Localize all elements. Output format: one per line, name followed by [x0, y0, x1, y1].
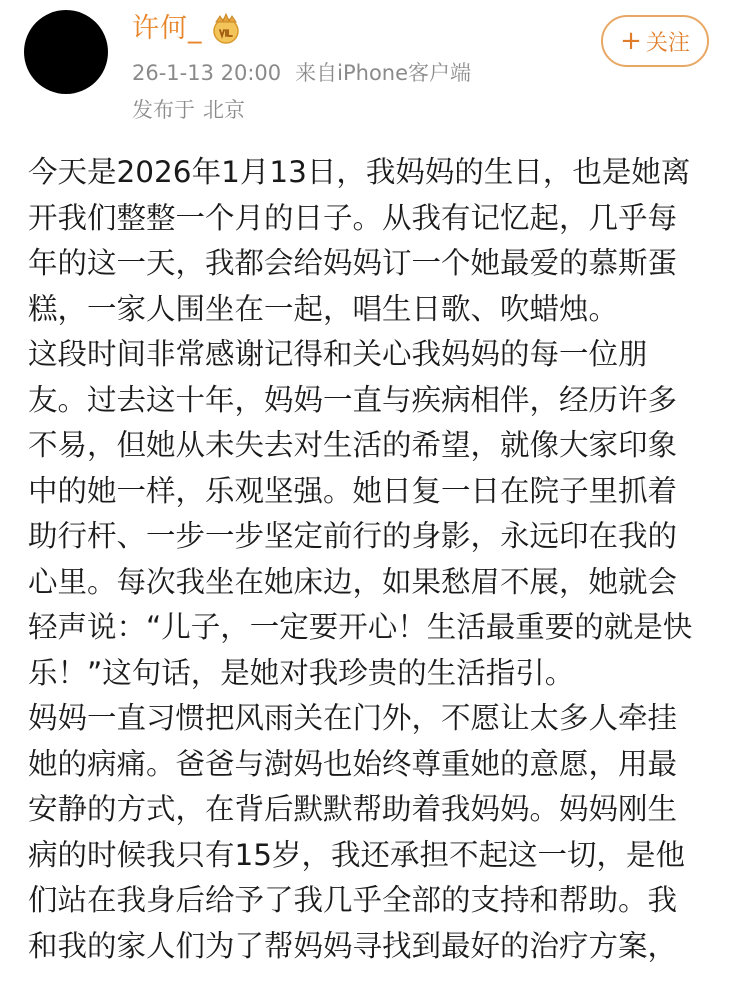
post-line: 病的时候我只有15岁，我还承担不起这一切，是他: [28, 837, 686, 872]
post-meta: [132, 60, 471, 86]
post-line: 们站在我身后给予了我几乎全部的支持和帮助。我: [28, 883, 678, 917]
post-content: [28, 150, 714, 969]
location-label: 发布于: [132, 98, 195, 122]
follow-button[interactable]: [601, 15, 709, 67]
post-line: 和我的家人们为了帮妈妈寻找到最好的治疗方案，: [28, 928, 678, 963]
post-line: 助行杆、一步一步坚定前行的身影，永远印在我的: [28, 519, 678, 553]
post-line: 这段时间非常感谢记得和关心我妈妈的每一位朋: [28, 337, 648, 371]
post-location: [132, 97, 245, 123]
post-line: 她的病痛。爸爸与澍妈也始终尊重她的意愿，用最: [28, 746, 678, 781]
post-line: 开我们整整一个月的日子。从我有记忆起，几乎每: [28, 200, 678, 235]
username[interactable]: 许何_: [132, 13, 203, 44]
post-line: 心里。每次我坐在她床边，如果愁眉不展，她就会: [28, 564, 678, 599]
post-header: [0, 0, 738, 140]
post-line: 安静的方式，在背后默默帮助着我妈妈。妈妈刚生: [28, 792, 678, 826]
location-value: 北京: [203, 98, 245, 122]
follow-label: 关注: [645, 30, 690, 56]
post-time: 26-1-13 20:00: [132, 61, 282, 85]
post-line: 友。过去这十年，妈妈一直与疾病相伴，经历许多: [28, 382, 678, 417]
post-line: 不易，但她从未失去对生活的希望，就像大家印象: [28, 428, 678, 462]
post-line: 今天是2026年1月13日，我妈妈的生日，也是她离: [28, 155, 691, 189]
post-line: 年的这一天，我都会给妈妈订一个她最爱的慕斯蛋: [28, 246, 678, 280]
post-line: 轻声说：“儿子，一定要开心！生活最重要的就是快: [28, 610, 693, 644]
crown-badge-icon[interactable]: [209, 12, 243, 46]
post-line: 乐！”这句话，是她对我珍贵的生活指引。: [28, 655, 575, 690]
post-line: 妈妈一直习惯把风雨关在门外，不愿让太多人牵挂: [28, 701, 678, 735]
post-line: 糕，一家人围坐在一起，唱生日歌、吹蜡烛。: [28, 291, 619, 326]
plus-icon: +: [620, 26, 642, 56]
avatar[interactable]: [24, 10, 108, 94]
post-line: 中的她一样，乐观坚强。她日复一日在院子里抓着: [28, 473, 678, 508]
post-source: 来自iPhone客户端: [295, 61, 472, 85]
user-row: [132, 8, 243, 50]
